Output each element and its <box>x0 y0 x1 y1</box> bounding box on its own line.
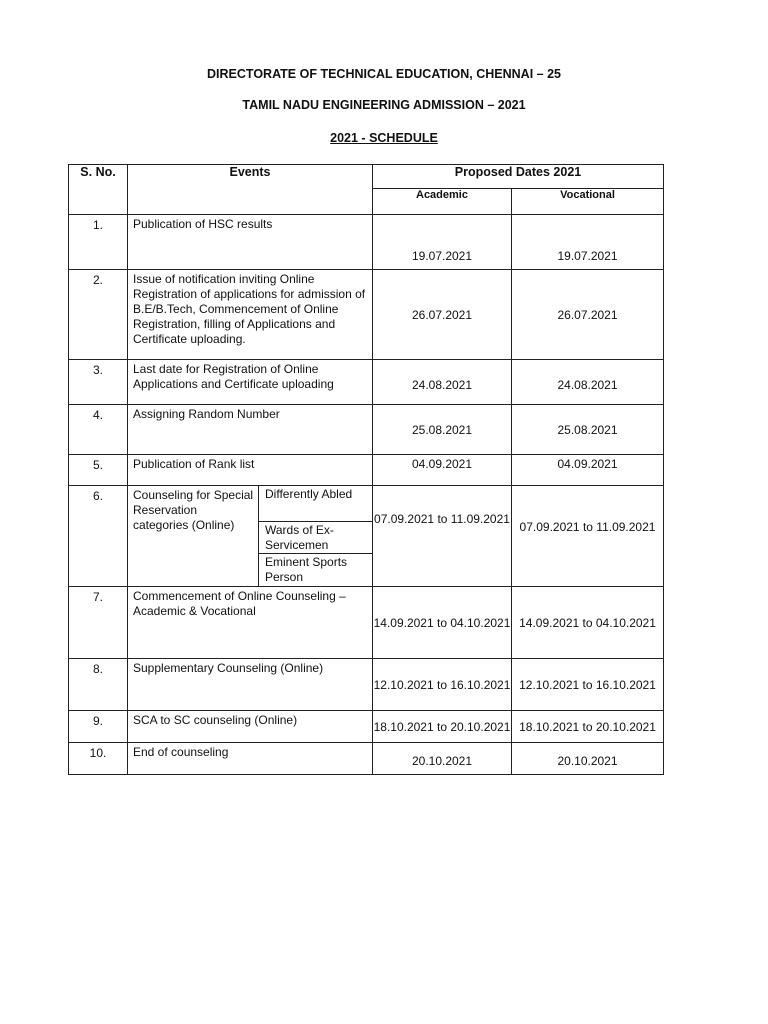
sub-category-item: Eminent Sports Person <box>259 554 373 587</box>
row-event: Publication of Rank list <box>128 455 373 486</box>
row-event: Issue of notification inviting Online Registration of applications for admission of B.E/B.Tech, Commencement of Online Registration, filling of Applications and Certificate uploading. <box>128 270 373 360</box>
row-vocational-date: 19.07.2021 <box>512 215 664 270</box>
admission-heading: TAMIL NADU ENGINEERING ADMISSION – 2021 <box>242 98 526 112</box>
header-academic: Academic <box>373 189 512 215</box>
row-vocational-date: 14.09.2021 to 04.10.2021 <box>512 587 664 659</box>
table-row <box>69 486 664 522</box>
table-row <box>69 743 664 775</box>
row-academic-date: 12.10.2021 to 16.10.2021 <box>373 659 512 711</box>
row-vocational-date: 20.10.2021 <box>512 743 664 775</box>
row-academic-date: 18.10.2021 to 20.10.2021 <box>373 711 512 743</box>
row-vocational-date: 26.07.2021 <box>512 270 664 360</box>
row-event: Counseling for Special Reservation categories (Online) <box>128 486 259 587</box>
row-sno: 7. <box>69 587 128 659</box>
row-vocational-date: 24.08.2021 <box>512 360 664 405</box>
header-proposed-dates: Proposed Dates 2021 <box>373 165 664 189</box>
row-sno: 10. <box>69 743 128 775</box>
table-row <box>69 587 664 659</box>
row-sno: 5. <box>69 455 128 486</box>
row-sno: 4. <box>69 405 128 455</box>
sub-category-item: Wards of Ex-Servicemen <box>259 522 373 554</box>
row-sno: 6. <box>69 486 128 587</box>
row-vocational-date: 18.10.2021 to 20.10.2021 <box>512 711 664 743</box>
row-sno: 3. <box>69 360 128 405</box>
table-row <box>69 711 664 743</box>
table-row <box>69 360 664 405</box>
row-event: Supplementary Counseling (Online) <box>128 659 373 711</box>
sub-category-item: Differently Abled <box>259 486 373 522</box>
row-sno: 2. <box>69 270 128 360</box>
header-events: Events <box>128 165 373 215</box>
row-event: SCA to SC counseling (Online) <box>128 711 373 743</box>
row-event: Assigning Random Number <box>128 405 373 455</box>
directorate-heading: DIRECTORATE OF TECHNICAL EDUCATION, CHENNAI – 25 <box>207 67 561 81</box>
table-row <box>69 659 664 711</box>
table-row <box>69 215 664 270</box>
row-event: Commencement of Online Counseling – Academic & Vocational <box>128 587 373 659</box>
table-row <box>69 405 664 455</box>
row-vocational-date: 25.08.2021 <box>512 405 664 455</box>
row-vocational-date: 04.09.2021 <box>512 455 664 486</box>
row-academic-date: 19.07.2021 <box>373 215 512 270</box>
schedule-heading: 2021 - SCHEDULE <box>330 131 438 145</box>
header-vocational: Vocational <box>512 189 664 215</box>
row-sno: 9. <box>69 711 128 743</box>
row-academic-date: 14.09.2021 to 04.10.2021 <box>373 587 512 659</box>
row-academic-date: 26.07.2021 <box>373 270 512 360</box>
row-academic-date: 25.08.2021 <box>373 405 512 455</box>
row-sno: 8. <box>69 659 128 711</box>
row-event: Last date for Registration of Online Applications and Certificate uploading <box>128 360 373 405</box>
table-row <box>69 455 664 486</box>
row-vocational-date: 07.09.2021 to 11.09.2021 <box>512 486 664 587</box>
row-event: Publication of HSC results <box>128 215 373 270</box>
header-sno: S. No. <box>69 165 128 215</box>
row-academic-date: 04.09.2021 <box>373 455 512 486</box>
row-academic-date: 07.09.2021 to 11.09.2021 <box>373 486 512 587</box>
schedule-table <box>68 164 664 775</box>
table-row <box>69 270 664 360</box>
row-event: End of counseling <box>128 743 373 775</box>
row-academic-date: 24.08.2021 <box>373 360 512 405</box>
row-sno: 1. <box>69 215 128 270</box>
row-vocational-date: 12.10.2021 to 16.10.2021 <box>512 659 664 711</box>
row-academic-date: 20.10.2021 <box>373 743 512 775</box>
